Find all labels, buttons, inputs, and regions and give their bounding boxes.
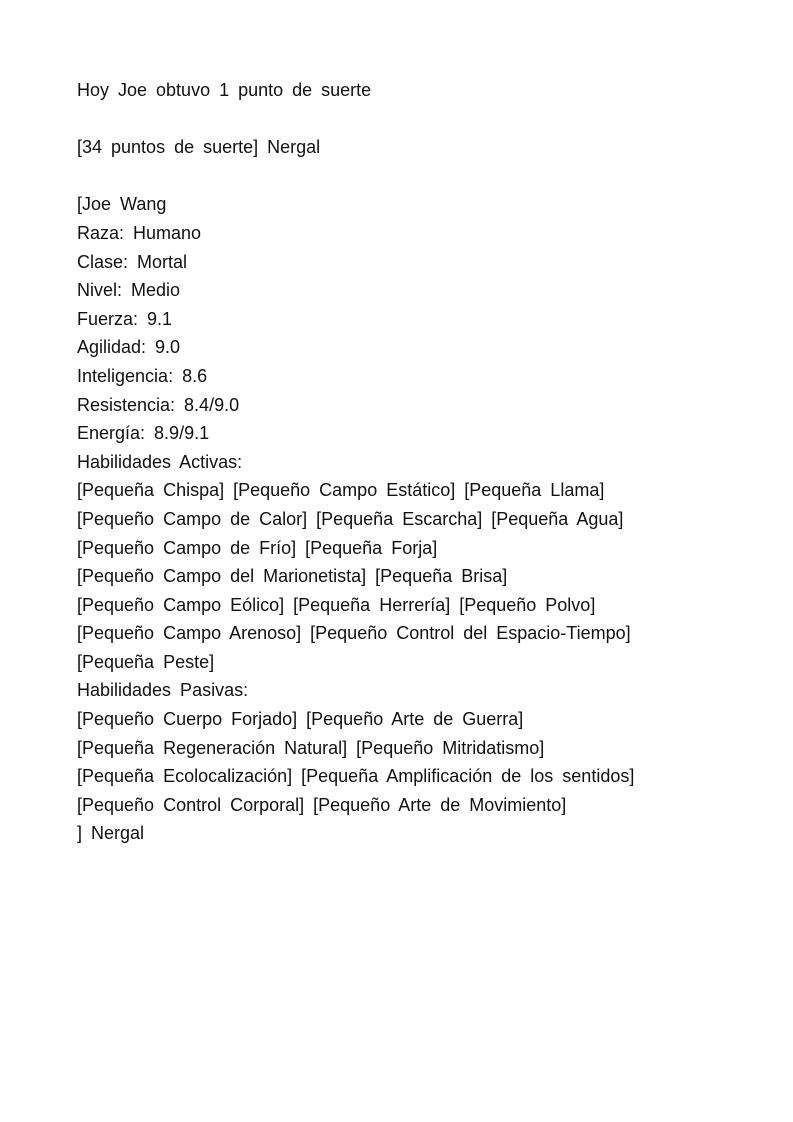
status-endurance-line: Resistencia: 8.4/9.0 (77, 394, 240, 415)
passive-skills-heading: Habilidades Pasivas: (77, 680, 249, 701)
status-strength-line: Fuerza: 9.1 (77, 308, 173, 329)
active-skills-line: [Pequeña Peste] (77, 651, 215, 672)
active-skills-line: [Pequeño Campo de Frío] [Pequeña Forja] (77, 537, 438, 558)
active-skills-line: [Pequeño Campo Arenoso] [Pequeño Control del Espacio-Tiempo] (77, 623, 631, 644)
status-closing-line: ] Nergal (77, 823, 145, 844)
status-energy-line: Energía: 8.9/9.1 (77, 423, 210, 444)
active-skills-heading: Habilidades Activas: (77, 451, 243, 472)
status-class-line: Clase: Mortal (77, 251, 188, 272)
luck-total-line: [34 puntos de suerte] Nergal (77, 137, 321, 158)
blank-line (77, 105, 757, 134)
status-race-line: Raza: Humano (77, 222, 202, 243)
status-name-line: [Joe Wang (77, 194, 167, 215)
active-skills-line: [Pequeño Campo del Marionetista] [Pequeña Brisa] (77, 566, 508, 587)
status-level-line: Nivel: Medio (77, 280, 181, 301)
passive-skills-line: [Pequeña Ecolocalización] [Pequeña Amplificación de los sentidos] (77, 766, 635, 787)
passive-skills-line: [Pequeño Control Corporal] [Pequeño Arte de Movimiento] (77, 794, 567, 815)
passive-skills-line: [Pequeño Cuerpo Forjado] [Pequeño Arte de Guerra] (77, 709, 524, 730)
status-intelligence-line: Inteligencia: 8.6 (77, 365, 208, 386)
active-skills-line: [Pequeño Campo de Calor] [Pequeña Escarcha] [Pequeña Agua] (77, 508, 624, 529)
blank-line (77, 162, 757, 191)
luck-gain-line: Hoy Joe obtuvo 1 punto de suerte (77, 80, 372, 100)
passive-skills-line: [Pequeña Regeneración Natural] [Pequeño Mitridatismo] (77, 737, 545, 758)
active-skills-line: [Pequeño Campo Eólico] [Pequeña Herrería] [Pequeño Polvo] (77, 594, 596, 615)
active-skills-line: [Pequeña Chispa] [Pequeño Campo Estático] [Pequeña Llama] (77, 480, 605, 501)
document-body (77, 76, 757, 848)
status-agility-line: Agilidad: 9.0 (77, 337, 181, 358)
